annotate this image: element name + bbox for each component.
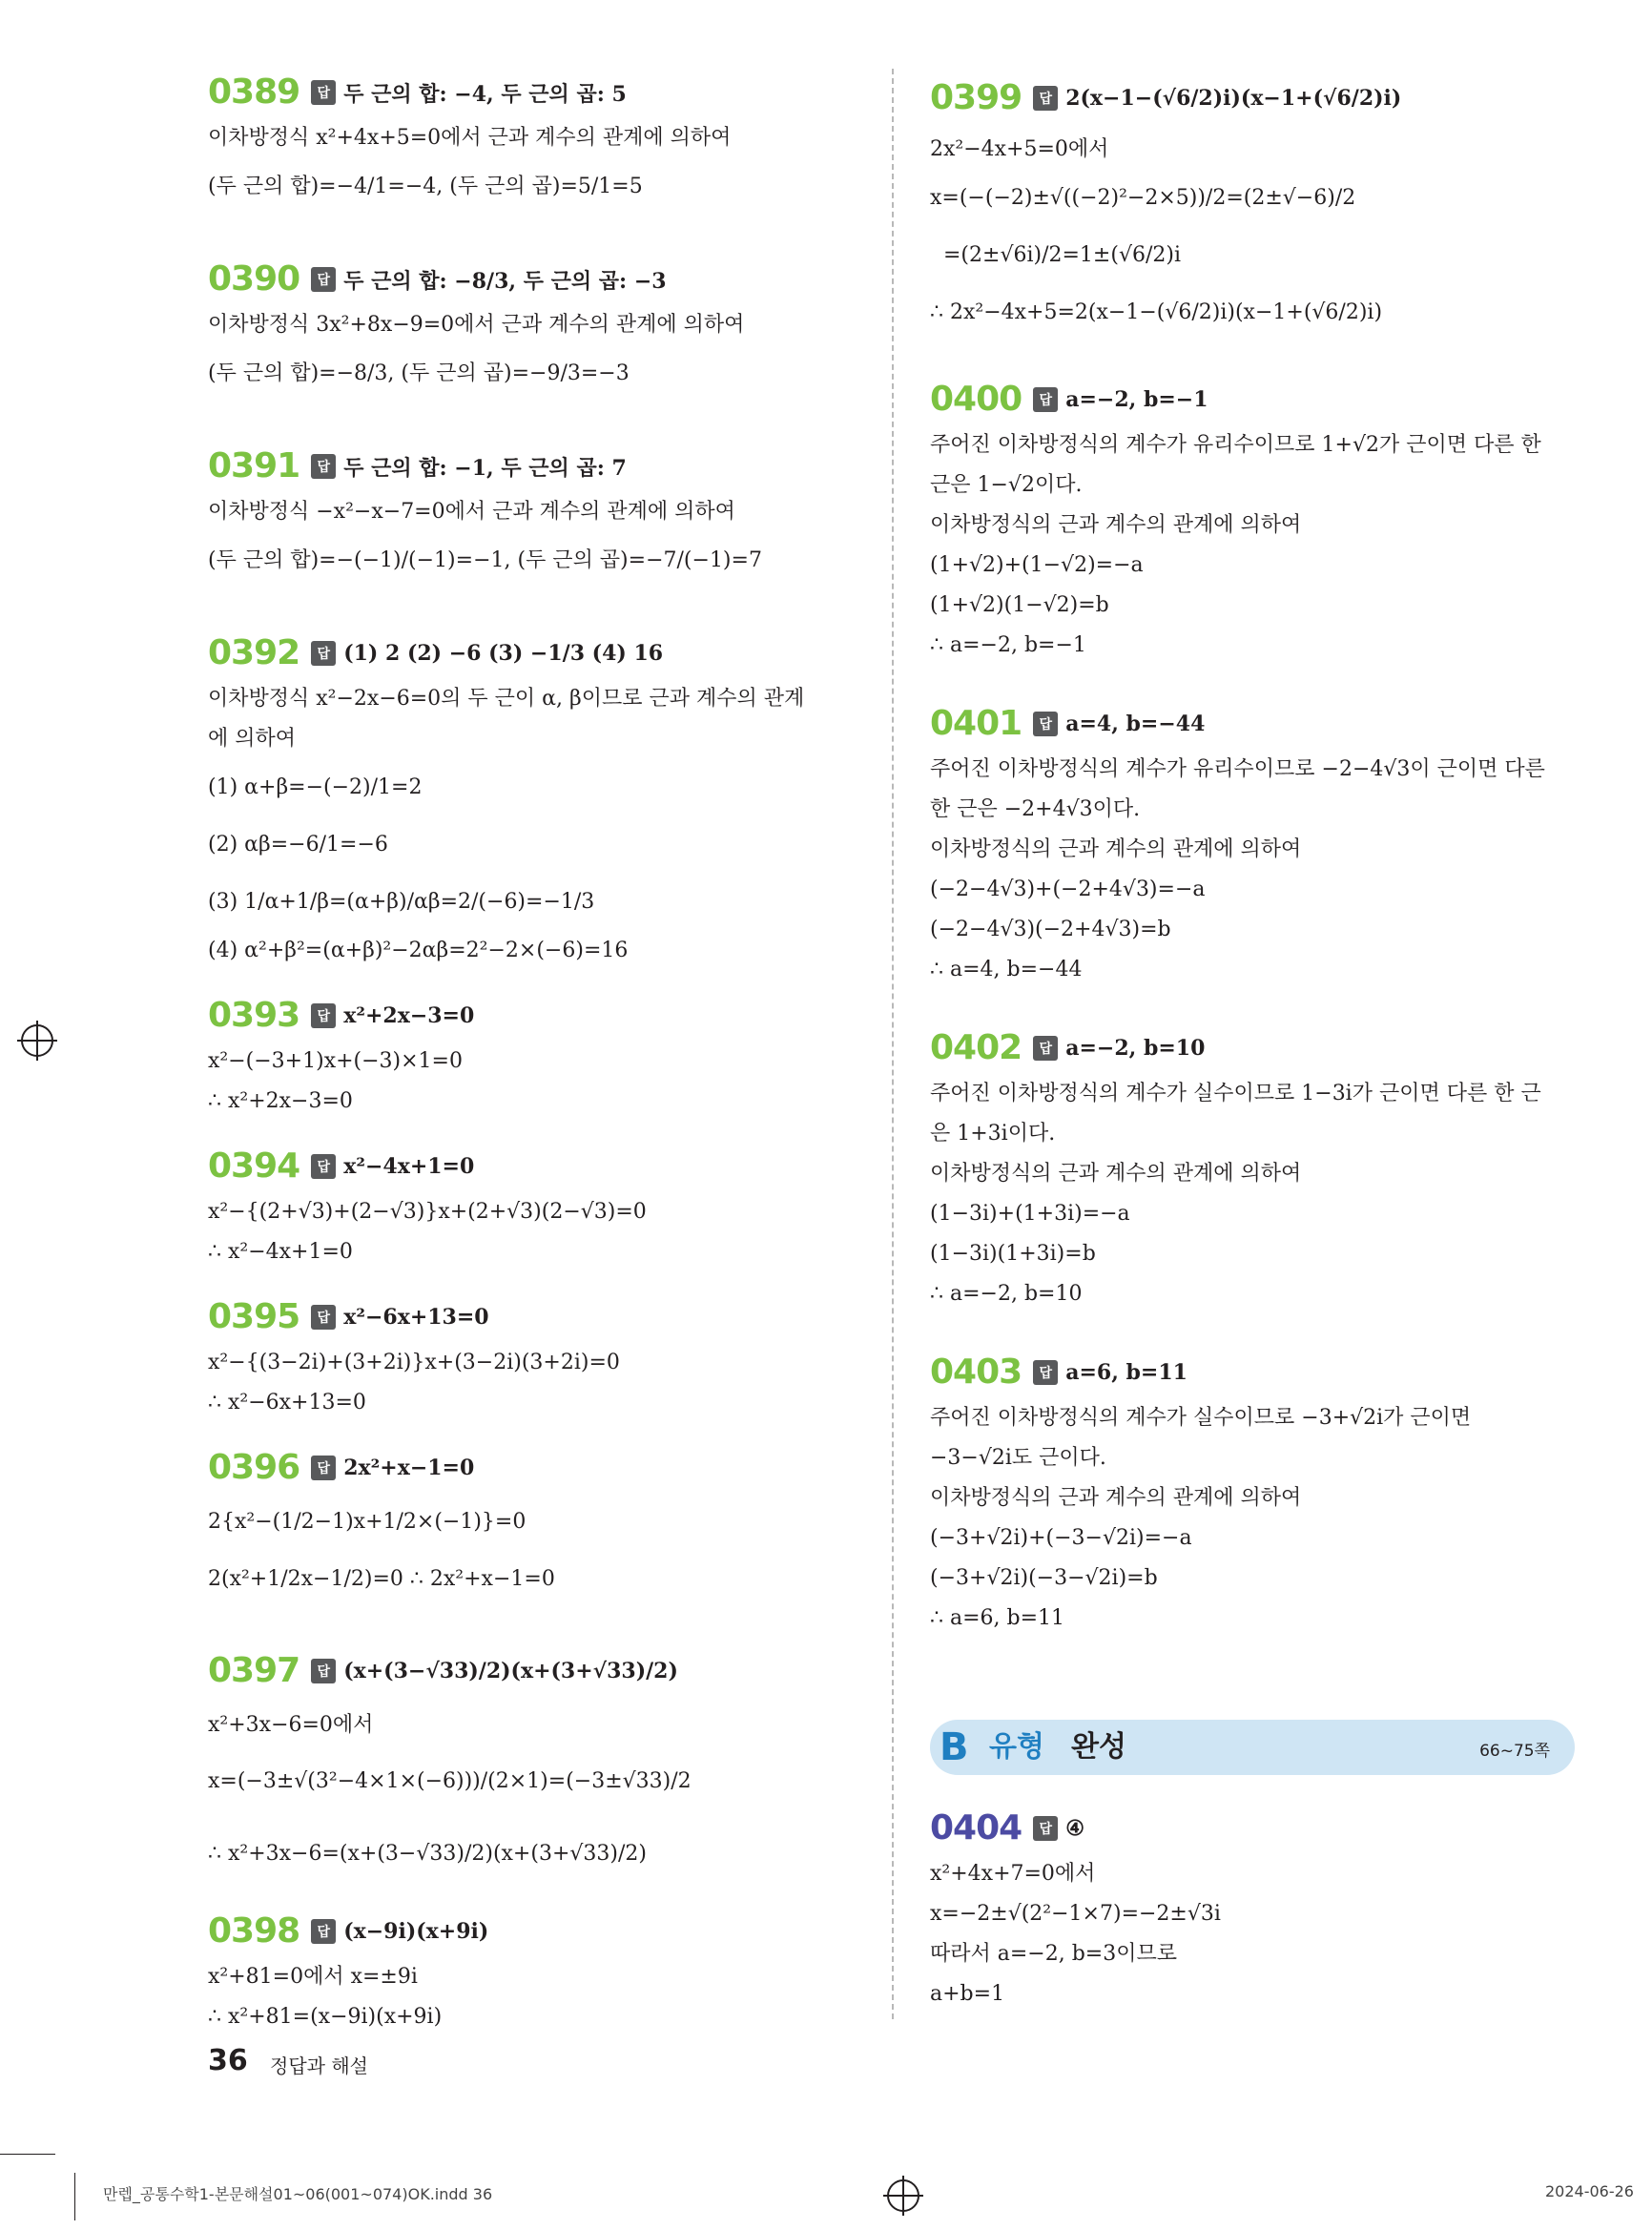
right-column xyxy=(930,67,1588,1677)
solution-line: ∴ a=4, b=−44 xyxy=(930,958,1083,981)
registration-mark-icon xyxy=(21,1024,53,1057)
left-column xyxy=(208,67,866,2075)
solution-line: 은 1+3i이다. xyxy=(930,1122,1056,1146)
page-label: 정답과 해설 xyxy=(270,2054,368,2077)
answer-icon: 답 xyxy=(311,1003,336,1028)
section-b-icon: B xyxy=(940,1725,969,1769)
answer-text: a=−2, b=10 xyxy=(1065,1036,1206,1061)
answer-text: 두 근의 합: −1, 두 근의 곱: 7 xyxy=(343,455,627,481)
answer-text: ④ xyxy=(1065,1816,1084,1841)
solution-line: (2) αβ=−6/1=−6 xyxy=(208,833,388,857)
footer-filename: 만렙_공통수학1-본문해설01~06(001~074)OK.indd 36 xyxy=(103,2185,493,2203)
solution-line: x²+3x−6=0에서 xyxy=(208,1713,374,1737)
solution-line: 2(x²+1/2x−1/2)=0 ∴ 2x²+x−1=0 xyxy=(208,1567,555,1591)
solution-line: x²−{(2+√3)+(2−√3)}x+(2+√3)(2−√3)=0 xyxy=(208,1200,647,1224)
solution-line: 이차방정식의 근과 계수의 관계에 의하여 xyxy=(930,1162,1302,1186)
solution-line: ∴ x²−6x+13=0 xyxy=(208,1391,366,1414)
answer-icon: 답 xyxy=(1033,712,1058,736)
answer-icon: 답 xyxy=(311,454,336,479)
solution-line: ∴ a=−2, b=10 xyxy=(930,1282,1083,1306)
solution-line: (1) α+β=−(−2)/1=2 xyxy=(208,775,423,799)
solution-line: (−3+√2i)(−3−√2i)=b xyxy=(930,1566,1158,1590)
solution-line: (두 근의 합)=−4/1=−4, (두 근의 곱)=5/1=5 xyxy=(208,175,643,198)
problem-0393 xyxy=(208,990,866,1122)
solution-line: x=−2±√(2²−1×7)=−2±√3i xyxy=(930,1902,1221,1926)
footer-date: 2024-06-26 xyxy=(1545,2182,1634,2200)
problem-0403 xyxy=(930,1347,1588,1639)
solution-line: x²+4x+7=0에서 xyxy=(930,1862,1096,1886)
problem-number: 0403 xyxy=(930,1352,1022,1392)
solution-line: (−3+√2i)+(−3−√2i)=−a xyxy=(930,1526,1192,1550)
problem-number: 0392 xyxy=(208,633,300,672)
solution-line: 이차방정식의 근과 계수의 관계에 의하여 xyxy=(930,513,1302,537)
solution-line: 주어진 이차방정식의 계수가 유리수이므로 1+√2가 근이면 다른 한 xyxy=(930,433,1541,457)
solution-line: ∴ a=−2, b=−1 xyxy=(930,633,1086,657)
answer-text: a=4, b=−44 xyxy=(1065,712,1206,736)
answer-icon: 답 xyxy=(1033,387,1058,412)
problem-number: 0398 xyxy=(208,1911,300,1951)
problem-number: 0391 xyxy=(208,446,300,485)
problem-0402 xyxy=(930,1022,1588,1314)
problem-number: 0390 xyxy=(208,259,300,299)
answer-icon: 답 xyxy=(311,80,336,105)
problem-number: 0399 xyxy=(930,78,1022,117)
solution-line: 따라서 a=−2, b=3이므로 xyxy=(930,1942,1177,1966)
problem-number: 0400 xyxy=(930,380,1022,419)
answer-icon: 답 xyxy=(311,1456,336,1480)
solution-line: 2{x²−(1/2−1)x+1/2×(−1)}=0 xyxy=(208,1510,527,1534)
solution-line: (−2−4√3)+(−2+4√3)=−a xyxy=(930,878,1206,901)
problem-0401 xyxy=(930,698,1588,990)
solution-line: 이차방정식 x²+4x+5=0에서 근과 계수의 관계에 의하여 xyxy=(208,126,732,150)
solution-line: x²+81=0에서 x=±9i xyxy=(208,1965,418,1989)
section-title-type: 유형 xyxy=(989,1730,1044,1764)
answer-icon: 답 xyxy=(1033,1816,1058,1841)
answer-text: x²−4x+1=0 xyxy=(343,1154,475,1179)
problem-number: 0394 xyxy=(208,1146,300,1186)
crop-mark xyxy=(0,2154,55,2155)
solution-line: ∴ x²+3x−6=(x+(3−√33)/2)(x+(3+√33)/2) xyxy=(208,1842,647,1866)
solution-line: 근은 1−√2이다. xyxy=(930,473,1083,497)
solution-line: 이차방정식 x²−2x−6=0의 두 근이 α, β이므로 근과 계수의 관계 xyxy=(208,687,805,711)
solution-line: (1−3i)+(1+3i)=−a xyxy=(930,1202,1130,1226)
problem-0390 xyxy=(208,254,866,403)
page-number: 36 xyxy=(208,2044,248,2077)
solution-line: ∴ x²−4x+1=0 xyxy=(208,1240,353,1264)
problem-0392 xyxy=(208,628,866,971)
solution-line: (3) 1/α+1/β=(α+β)/αβ=2/(−6)=−1/3 xyxy=(208,890,595,914)
problem-0394 xyxy=(208,1141,866,1272)
solution-line: 에 의하여 xyxy=(208,727,297,751)
solution-line: ∴ a=6, b=11 xyxy=(930,1606,1065,1630)
column-divider xyxy=(892,69,894,2019)
solution-line: a+b=1 xyxy=(930,1982,1005,2006)
crop-mark xyxy=(74,2173,75,2220)
solution-line: x=(−(−2)±√((−2)²−2×5))/2=(2±√−6)/2 xyxy=(930,186,1356,210)
answer-text: 두 근의 합: −8/3, 두 근의 곱: −3 xyxy=(343,268,667,294)
solution-line: ∴ x²+81=(x−9i)(x+9i) xyxy=(208,2005,443,2029)
problem-0400 xyxy=(930,374,1588,666)
solution-line: 이차방정식 3x²+8x−9=0에서 근과 계수의 관계에 의하여 xyxy=(208,313,745,337)
answer-icon: 답 xyxy=(1033,1360,1058,1385)
answer-icon: 답 xyxy=(311,267,336,292)
solution-line: (1−3i)(1+3i)=b xyxy=(930,1242,1096,1266)
solution-line: (4) α²+β²=(α+β)²−2αβ=2²−2×(−6)=16 xyxy=(208,939,629,962)
problem-0399 xyxy=(930,67,1588,341)
problem-number: 0393 xyxy=(208,996,300,1035)
answer-text: x²−6x+13=0 xyxy=(343,1305,489,1330)
solution-line: 이차방정식 −x²−x−7=0에서 근과 계수의 관계에 의하여 xyxy=(208,500,735,524)
section-banner xyxy=(930,1720,1575,1775)
solution-line: x²−{(3−2i)+(3+2i)}x+(3−2i)(3+2i)=0 xyxy=(208,1351,620,1374)
problem-number: 0401 xyxy=(930,704,1022,743)
problem-number: 0397 xyxy=(208,1651,300,1690)
answer-text: (1) 2 (2) −6 (3) −1/3 (4) 16 xyxy=(343,641,664,666)
solution-line: x=(−3±√(3²−4×1×(−6)))/(2×1)=(−3±√33)/2 xyxy=(208,1769,692,1793)
problem-0391 xyxy=(208,441,866,589)
answer-icon: 답 xyxy=(311,1919,336,1944)
problem-number: 0402 xyxy=(930,1028,1022,1067)
solution-line: 한 근은 −2+4√3이다. xyxy=(930,797,1141,821)
section-page-range: 66~75쪽 xyxy=(1479,1742,1550,1761)
answer-text: a=6, b=11 xyxy=(1065,1360,1187,1385)
problem-0404 xyxy=(930,1803,1588,2014)
answer-icon: 답 xyxy=(311,1154,336,1179)
problem-number: 0396 xyxy=(208,1448,300,1487)
solution-line: 2x²−4x+5=0에서 xyxy=(930,137,1109,161)
answer-text: 2(x−1−(√6/2)i)(x−1+(√6/2)i) xyxy=(1065,86,1402,111)
solution-line: 이차방정식의 근과 계수의 관계에 의하여 xyxy=(930,1486,1302,1510)
solution-line: (두 근의 합)=−8/3, (두 근의 곱)=−9/3=−3 xyxy=(208,361,630,385)
problem-0398 xyxy=(208,1906,866,2037)
problem-0397 xyxy=(208,1637,866,1890)
answer-icon: 답 xyxy=(311,641,336,666)
solution-line: ∴ x²+2x−3=0 xyxy=(208,1089,353,1113)
problem-0389 xyxy=(208,67,866,216)
solution-line: 주어진 이차방정식의 계수가 실수이므로 1−3i가 근이면 다른 한 근 xyxy=(930,1082,1541,1105)
answer-icon: 답 xyxy=(311,1305,336,1330)
solution-line: x²−(−3+1)x+(−3)×1=0 xyxy=(208,1049,463,1073)
solution-line: (−2−4√3)(−2+4√3)=b xyxy=(930,918,1171,941)
answer-text: (x+(3−√33)/2)(x+(3+√33)/2) xyxy=(343,1659,678,1683)
registration-mark-icon xyxy=(887,2179,919,2212)
solution-line: 이차방정식의 근과 계수의 관계에 의하여 xyxy=(930,837,1302,861)
problem-number: 0395 xyxy=(208,1297,300,1336)
answer-icon: 답 xyxy=(1033,86,1058,111)
answer-text: x²+2x−3=0 xyxy=(343,1003,475,1028)
answer-icon: 답 xyxy=(311,1659,336,1683)
solution-line: =(2±√6i)/2=1±(√6/2)i xyxy=(943,243,1181,267)
problem-0395 xyxy=(208,1291,866,1423)
answer-icon: 답 xyxy=(1033,1036,1058,1061)
answer-text: a=−2, b=−1 xyxy=(1065,387,1208,412)
solution-line: 주어진 이차방정식의 계수가 유리수이므로 −2−4√3이 근이면 다른 xyxy=(930,757,1545,781)
answer-text: (x−9i)(x+9i) xyxy=(343,1919,489,1944)
solution-line: −3−√2i도 근이다. xyxy=(930,1446,1106,1470)
solution-line: 주어진 이차방정식의 계수가 실수이므로 −3+√2i가 근이면 xyxy=(930,1406,1472,1430)
solution-line: (1+√2)+(1−√2)=−a xyxy=(930,553,1144,577)
answer-text: 두 근의 합: −4, 두 근의 곱: 5 xyxy=(343,81,627,107)
section-title-complete: 완성 xyxy=(1071,1730,1126,1764)
solution-line: (두 근의 합)=−(−1)/(−1)=−1, (두 근의 곱)=−7/(−1)=7 xyxy=(208,548,762,572)
solution-line: (1+√2)(1−√2)=b xyxy=(930,593,1109,617)
problem-number: 0389 xyxy=(208,72,300,112)
problem-0396 xyxy=(208,1442,866,1608)
problem-number: 0404 xyxy=(930,1808,1022,1848)
solution-line: ∴ 2x²−4x+5=2(x−1−(√6/2)i)(x−1+(√6/2)i) xyxy=(930,300,1383,324)
answer-text: 2x²+x−1=0 xyxy=(343,1456,475,1480)
